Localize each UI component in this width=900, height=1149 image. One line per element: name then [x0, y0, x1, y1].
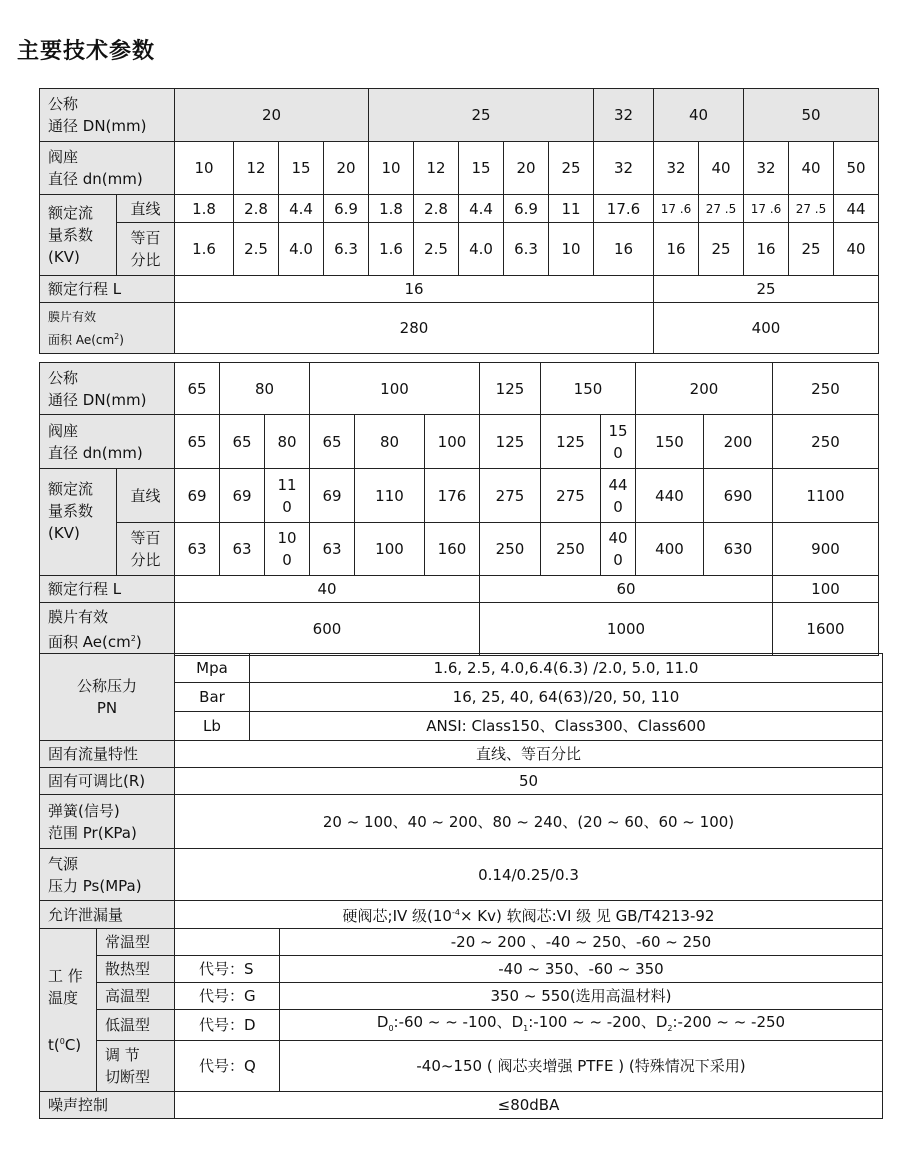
dn-label: 公称 通径 DN(mm)	[40, 363, 175, 415]
seat-value: 50	[834, 142, 879, 195]
area-value: 600	[175, 603, 480, 656]
seat-value: 40	[699, 142, 744, 195]
kv-pct-value: 1.6	[369, 223, 414, 276]
dn-value: 20	[175, 89, 369, 142]
kv-pct-value: 2.5	[414, 223, 459, 276]
seat-value: 20	[504, 142, 549, 195]
kv-linear-value: 1.8	[175, 195, 234, 223]
page-title: 主要技术参数	[17, 39, 156, 64]
travel-label: 额定行程 L	[40, 276, 175, 303]
dn-value: 50	[744, 89, 879, 142]
kv-pct-value: 25	[789, 223, 834, 276]
linear-label: 直线	[117, 469, 175, 523]
travel-value: 60	[480, 576, 773, 603]
seat-value: 15 0	[601, 415, 636, 469]
temp-code: 代号：S	[175, 956, 280, 983]
seat-value: 25	[549, 142, 594, 195]
temp-value: -20 ~ 200 、-40 ~ 250、-60 ~ 250	[280, 929, 883, 956]
kv-pct-value: 16	[654, 223, 699, 276]
spec-table-general	[39, 653, 883, 1119]
noise-value: ≤80dBA	[175, 1092, 883, 1119]
kv-linear-value: 176	[425, 469, 480, 523]
dn-value: 32	[594, 89, 654, 142]
flow-char-label: 固有流量特性	[40, 741, 175, 768]
kv-label: 额定流 量系数 (KV)	[40, 195, 117, 276]
kv-pct-value: 630	[704, 523, 773, 576]
area-label: 膜片有效 面积 $Ae(cm^2)$	[40, 603, 175, 656]
seat-value: 20	[324, 142, 369, 195]
seat-value: 65	[310, 415, 355, 469]
temp-value-low: $D_0:-60$ ~ ~ -100、$D_1:-100$ ~ ~ -200、$D_2:-200$ ~ ~ -250	[280, 1010, 883, 1041]
seat-value: 125	[480, 415, 541, 469]
dn-value: 250	[773, 363, 879, 415]
temp-code: 代号：D	[175, 1010, 280, 1041]
dn-label: 公称 通径 DN(mm)	[40, 89, 175, 142]
dn-value: 100	[310, 363, 480, 415]
seat-value: 65	[220, 415, 265, 469]
leak-value: 硬阀芯;IV 级$(10^{-4}\times Kv)$ 软阀芯:VI 级 见 GB/T4213-92	[175, 901, 883, 929]
seat-value: 100	[425, 415, 480, 469]
temp-label: 工 作 温度 t($^0$C)	[40, 929, 97, 1092]
kv-pct-value: 16	[744, 223, 789, 276]
kv-pct-value: 900	[773, 523, 879, 576]
kv-pct-value: 25	[699, 223, 744, 276]
seat-value: 10	[369, 142, 414, 195]
kv-pct-value: 400	[636, 523, 704, 576]
pn-unit: Bar	[175, 683, 250, 712]
seat-value: 125	[541, 415, 601, 469]
seat-value: 250	[773, 415, 879, 469]
temp-type: 高温型	[97, 983, 175, 1010]
kv-linear-value: 11 0	[265, 469, 310, 523]
spring-value: 20 ~ 100、40 ~ 200、80 ~ 240、(20 ~ 60、60 ~ 100)	[175, 795, 883, 849]
seat-value: 32	[594, 142, 654, 195]
kv-linear-value: 6.9	[504, 195, 549, 223]
temp-type: 常温型	[97, 929, 175, 956]
kv-pct-value: 6.3	[324, 223, 369, 276]
kv-linear-value: 1100	[773, 469, 879, 523]
kv-linear-value: 27 .5	[789, 195, 834, 223]
spec-table-large-dn	[39, 362, 879, 656]
kv-linear-value: 17 .6	[744, 195, 789, 223]
seat-value: 15	[459, 142, 504, 195]
kv-pct-value: 250	[480, 523, 541, 576]
area-value: 1000	[480, 603, 773, 656]
pn-value: ANSI: Class150、Class300、Class600	[250, 712, 883, 741]
temp-code: 代号：G	[175, 983, 280, 1010]
kv-pct-value: 2.5	[234, 223, 279, 276]
kv-linear-value: 27 .5	[699, 195, 744, 223]
dn-value: 25	[369, 89, 594, 142]
travel-value: 25	[654, 276, 879, 303]
area-value: 1600	[773, 603, 879, 656]
pn-value: 16, 25, 40, 64(63)/20, 50, 110	[250, 683, 883, 712]
area-value: 400	[654, 303, 879, 354]
kv-linear-value: 4.4	[279, 195, 324, 223]
air-value: 0.14/0.25/0.3	[175, 849, 883, 901]
dn-value: 65	[175, 363, 220, 415]
temp-type: 调 节 切断型	[97, 1041, 175, 1092]
spring-label: 弹簧(信号) 范围 Pr(KPa)	[40, 795, 175, 849]
dn-value: 80	[220, 363, 310, 415]
kv-pct-value: 63	[220, 523, 265, 576]
kv-label: 额定流 量系数 (KV)	[40, 469, 117, 576]
temp-value: 350 ~ 550(选用高温材料)	[280, 983, 883, 1010]
pn-label: 公称压力 PN	[40, 654, 175, 741]
kv-linear-value: 44 0	[601, 469, 636, 523]
spec-table-small-dn	[39, 88, 879, 354]
travel-value: 40	[175, 576, 480, 603]
temp-value: -40~150 ( 阀芯夹增强 PTFE ) (特殊情况下采用)	[280, 1041, 883, 1092]
seat-value: 15	[279, 142, 324, 195]
kv-pct-value: 4.0	[459, 223, 504, 276]
kv-pct-value: 63	[175, 523, 220, 576]
seat-value: 12	[414, 142, 459, 195]
area-value: 280	[175, 303, 654, 354]
leak-label: 允许泄漏量	[40, 901, 175, 929]
kv-pct-value: 40 0	[601, 523, 636, 576]
seat-value: 12	[234, 142, 279, 195]
travel-value: 16	[175, 276, 654, 303]
kv-linear-value: 440	[636, 469, 704, 523]
travel-label: 额定行程 L	[40, 576, 175, 603]
area-label: 膜片有效 面积 $Ae(cm^2)$	[40, 303, 175, 354]
seat-value: 32	[744, 142, 789, 195]
kv-linear-value: 69	[220, 469, 265, 523]
kv-linear-value: 1.8	[369, 195, 414, 223]
linear-label: 直线	[117, 195, 175, 223]
temp-code: 代号：Q	[175, 1041, 280, 1092]
kv-linear-value: 2.8	[414, 195, 459, 223]
seat-label: 阀座 直径 dn(mm)	[40, 142, 175, 195]
kv-linear-value: 69	[175, 469, 220, 523]
kv-pct-value: 100	[355, 523, 425, 576]
seat-value: 32	[654, 142, 699, 195]
kv-linear-value: 11	[549, 195, 594, 223]
kv-pct-value: 10 0	[265, 523, 310, 576]
dn-value: 40	[654, 89, 744, 142]
temp-type: 低温型	[97, 1010, 175, 1041]
pct-label: 等百 分比	[117, 523, 175, 576]
kv-linear-value: 275	[541, 469, 601, 523]
range-value: 50	[175, 768, 883, 795]
pct-label: 等百 分比	[117, 223, 175, 276]
air-label: 气源 压力 Ps(MPa)	[40, 849, 175, 901]
kv-linear-value: 4.4	[459, 195, 504, 223]
travel-value: 100	[773, 576, 879, 603]
seat-value: 40	[789, 142, 834, 195]
kv-pct-value: 4.0	[279, 223, 324, 276]
pn-unit: Mpa	[175, 654, 250, 683]
kv-linear-value: 69	[310, 469, 355, 523]
flow-char-value: 直线、等百分比	[175, 741, 883, 768]
kv-linear-value: 44	[834, 195, 879, 223]
temp-type: 散热型	[97, 956, 175, 983]
kv-linear-value: 690	[704, 469, 773, 523]
kv-linear-value: 110	[355, 469, 425, 523]
pn-unit: Lb	[175, 712, 250, 741]
noise-label: 噪声控制	[40, 1092, 175, 1119]
kv-linear-value: 6.9	[324, 195, 369, 223]
kv-linear-value: 2.8	[234, 195, 279, 223]
dn-value: 125	[480, 363, 541, 415]
kv-pct-value: 10	[549, 223, 594, 276]
kv-pct-value: 63	[310, 523, 355, 576]
kv-pct-value: 6.3	[504, 223, 549, 276]
kv-pct-value: 16	[594, 223, 654, 276]
kv-linear-value: 275	[480, 469, 541, 523]
seat-value: 150	[636, 415, 704, 469]
seat-value: 65	[175, 415, 220, 469]
kv-linear-value: 17 .6	[654, 195, 699, 223]
kv-linear-value: 17.6	[594, 195, 654, 223]
range-label: 固有可调比(R)	[40, 768, 175, 795]
pn-value: 1.6, 2.5, 4.0,6.4(6.3) /2.0, 5.0, 11.0	[250, 654, 883, 683]
temp-code	[175, 929, 280, 956]
seat-value: 200	[704, 415, 773, 469]
kv-pct-value: 1.6	[175, 223, 234, 276]
seat-value: 80	[355, 415, 425, 469]
dn-value: 200	[636, 363, 773, 415]
seat-value: 80	[265, 415, 310, 469]
kv-pct-value: 40	[834, 223, 879, 276]
seat-value: 10	[175, 142, 234, 195]
kv-pct-value: 250	[541, 523, 601, 576]
kv-pct-value: 160	[425, 523, 480, 576]
temp-value: -40 ~ 350、-60 ~ 350	[280, 956, 883, 983]
seat-label: 阀座 直径 dn(mm)	[40, 415, 175, 469]
dn-value: 150	[541, 363, 636, 415]
